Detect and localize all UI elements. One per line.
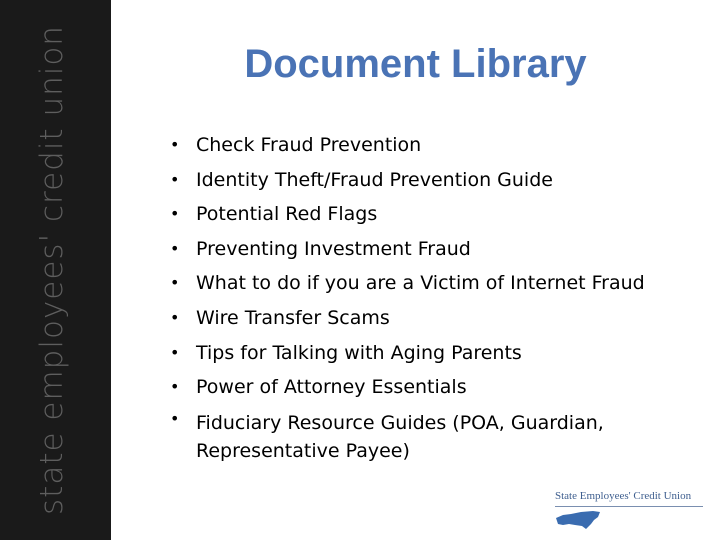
bullet-icon: • [170, 169, 180, 189]
document-list [170, 128, 670, 465]
bullet-icon: • [170, 307, 180, 327]
list-item-label: Wire Transfer Scams [196, 306, 390, 329]
list-item-label: Identity Theft/Fraud Prevention Guide [196, 168, 553, 191]
list-item-label: Potential Red Flags [196, 203, 378, 226]
logo-text: State Employees' Credit Union [555, 490, 692, 502]
sidebar-brand-text: state employees' credit union [34, 25, 70, 515]
list-item[interactable] [170, 336, 670, 371]
bullet-icon: • [170, 377, 180, 397]
seu-logo [555, 490, 705, 534]
list-item[interactable] [170, 197, 670, 232]
list-item-label: What to do if you are a Victim of Internet Fraud [196, 272, 645, 295]
list-item[interactable] [170, 232, 670, 267]
logo-divider [555, 506, 703, 507]
list-item-label: Power of Attorney Essentials [196, 376, 467, 399]
sidebar-band [0, 0, 111, 540]
page-title: Document Library [244, 42, 587, 86]
list-item[interactable] [170, 163, 670, 198]
list-item[interactable] [170, 301, 670, 336]
list-item-label: Check Fraud Prevention [196, 134, 422, 156]
list-item-label: Tips for Talking with Aging Parents [196, 341, 522, 364]
list-item-label: Fiduciary Resource Guides (POA, Guardian, Representative Payee) [196, 411, 604, 462]
bullet-icon: • [170, 238, 180, 258]
bullet-icon: • [170, 342, 180, 362]
list-item[interactable] [170, 266, 670, 301]
bullet-icon: • [170, 408, 180, 428]
bullet-icon: • [170, 204, 180, 224]
list-item-label: Preventing Investment Fraud [196, 237, 471, 260]
list-item[interactable] [170, 128, 670, 163]
list-item[interactable] [170, 370, 670, 405]
bullet-icon: • [170, 273, 180, 293]
nc-map-icon [555, 508, 601, 532]
list-item[interactable] [170, 405, 670, 465]
bullet-icon: • [170, 135, 180, 154]
